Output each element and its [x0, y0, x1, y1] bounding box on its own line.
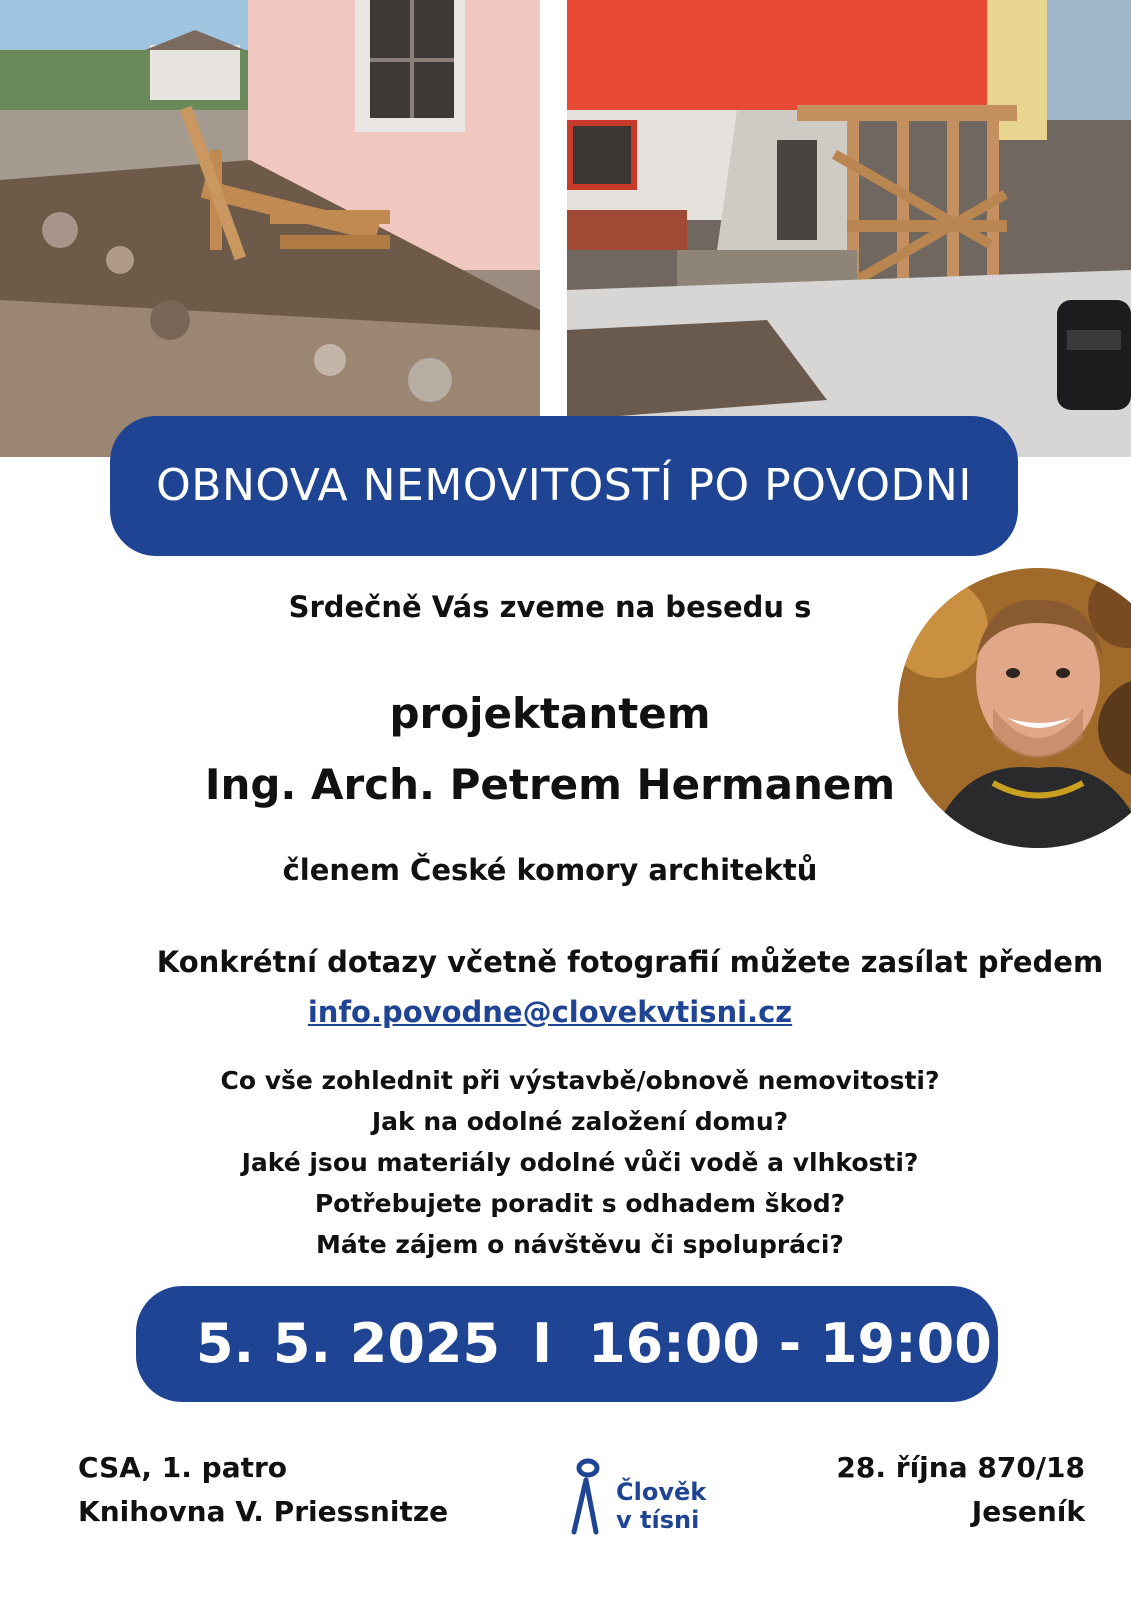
title-banner — [110, 416, 1018, 556]
question-item: Potřebujete poradit s odhadem škod? — [314, 1189, 846, 1218]
venue-block — [78, 1446, 448, 1534]
contact-intro: Konkrétní dotazy včetně fotografií můžete zasílat předem — [156, 945, 1104, 979]
questions-list — [0, 1060, 1131, 1265]
speaker-name: Ing. Arch. Petrem Hermanem — [204, 760, 896, 809]
logo-text-line: v tísni — [616, 1506, 700, 1534]
speaker-membership: členem České komory architektů — [282, 853, 818, 887]
clovek-v-tisni-logo — [566, 1458, 746, 1548]
address-block — [836, 1446, 1085, 1534]
question-item: Máte zájem o návštěvu či spolupráci? — [316, 1230, 844, 1259]
event-datetime-banner — [136, 1286, 998, 1402]
flood-house-photo-right — [567, 0, 1131, 457]
invite-text: Srdečně Vás zveme na besedu s — [288, 590, 812, 624]
event-time: 16:00 - 19:00 — [588, 1312, 992, 1375]
question-item: Jaké jsou materiály odolné vůči vodě a vlhkosti? — [241, 1148, 919, 1177]
speaker-role: projektantem — [389, 689, 711, 738]
address-line: 28. října 870/18 — [836, 1451, 1085, 1484]
question-item: Jak na odolné založení domu? — [371, 1107, 789, 1136]
venue-line: CSA, 1. patro — [78, 1451, 288, 1484]
address-line: Jeseník — [971, 1495, 1085, 1528]
flood-house-photo-left — [0, 0, 540, 457]
person-icon — [566, 1458, 610, 1548]
event-separator: I — [532, 1312, 553, 1375]
venue-line: Knihovna V. Priessnitze — [78, 1495, 449, 1528]
page-title: OBNOVA NEMOVITOSTÍ PO POVODNI — [156, 460, 972, 511]
contact-email-link[interactable]: info.povodne@clovekvtisni.cz — [307, 995, 793, 1029]
logo-text-line: Člověk — [616, 1478, 707, 1506]
event-date: 5. 5. 2025 — [196, 1312, 501, 1375]
question-item: Co vše zohlednit při výstavbě/obnově nemovitosti? — [220, 1066, 940, 1095]
